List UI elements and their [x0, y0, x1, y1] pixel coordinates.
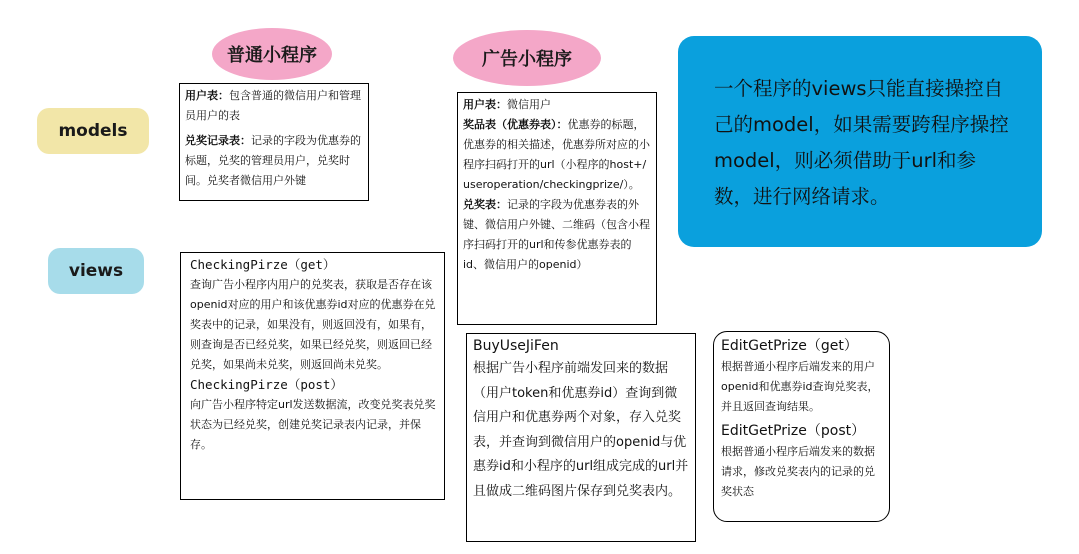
ad-prize-table: [463, 115, 651, 195]
views-label: views: [48, 248, 144, 294]
editgetprize-get-title: EditGetPrize（get）: [721, 338, 858, 354]
models-label: models: [37, 108, 149, 154]
ad-users-title: 用户表：: [463, 98, 507, 111]
checkingpirze-get-title: CheckingPirze（get）: [190, 257, 336, 272]
normal-record-text: 记录的字段为优惠券的标题，兑奖的管理员用户，兑奖时间。兑奖者微信用户外键: [185, 134, 361, 187]
ad-views-box: [466, 333, 696, 542]
cross-program-callout: [678, 36, 1042, 247]
ad-prize-title: 奖品表（优惠券表）：: [463, 118, 568, 131]
ad-redeem-table: [463, 195, 651, 275]
normal-users-table: [185, 86, 363, 126]
editgetprize-post-text: 根据普通小程序后端发来的数据请求，修改兑奖表内的记录的兑奖状态: [721, 445, 875, 498]
header-ad-miniprogram: 广告小程序: [453, 30, 601, 86]
ad-redeem-title: 兑奖表：: [463, 198, 507, 211]
normal-record-table: [185, 131, 363, 191]
ad-users-text: 微信用户: [507, 98, 551, 111]
ad-prize-text: 优惠券的标题，优惠券的相关描述，优惠券所对应的小程序扫码打开的url（小程序的host+/useroperation/checkingprize/）。: [463, 118, 650, 191]
normal-users-title: 用户表：: [185, 89, 229, 102]
checkingpirze-get-text: 查询广告小程序内用户的兑奖表，获取是否存在该openid对应的用户和该优惠券id对应的优惠券在兑奖表中的记录，如果没有，则返回没有，如果有，则查询是否已经兑奖，如果已经兑奖，则返回已经兑奖，如果尚未兑奖，则返回尚未兑奖。: [190, 278, 436, 371]
buyusejifen-title: BuyUseJiFen: [473, 338, 559, 354]
ad-users-table: [463, 95, 651, 115]
header-normal-miniprogram: 普通小程序: [212, 28, 332, 80]
ad-redeem-text: 记录的字段为优惠券表的外键、微信用户外键、二维码（包含小程序扫码打开的url和传参优惠券表的id、微信用户的openid）: [463, 198, 650, 271]
ad-models-box: [457, 92, 657, 325]
normal-views-box: [180, 252, 445, 500]
buyusejifen-text: 根据广告小程序前端发回来的数据（用户token和优惠券id）查询到微信用户和优惠券两个对象，存入兑奖表，并查询到微信用户的openid与优惠券id和小程序的url组成完成的url并且做成二维码图片保存到兑奖表内。: [473, 361, 689, 499]
checkingpirze-post-title: CheckingPirze（post）: [190, 377, 343, 392]
editgetprize-get-text: 根据普通小程序后端发来的用户openid和优惠券id查询兑奖表，并且返回查询结果。: [721, 360, 879, 413]
editgetprize-post-title: EditGetPrize（post）: [721, 423, 866, 439]
normal-models-box: [179, 83, 369, 201]
edit-views-box: [713, 331, 890, 522]
normal-users-text: 包含普通的微信用户和管理员用户的表: [185, 89, 361, 122]
normal-record-title: 兑奖记录表：: [185, 134, 251, 147]
checkingpirze-post-text: 向广告小程序特定url发送数据流，改变兑奖表兑奖状态为已经兑奖，创建兑奖记录表内记录，并保存。: [190, 398, 436, 451]
callout-text: 一个程序的views只能直接操控自己的model，如果需要跨程序操控model，则必须借助于url和参数，进行网络请求。: [714, 77, 1009, 208]
